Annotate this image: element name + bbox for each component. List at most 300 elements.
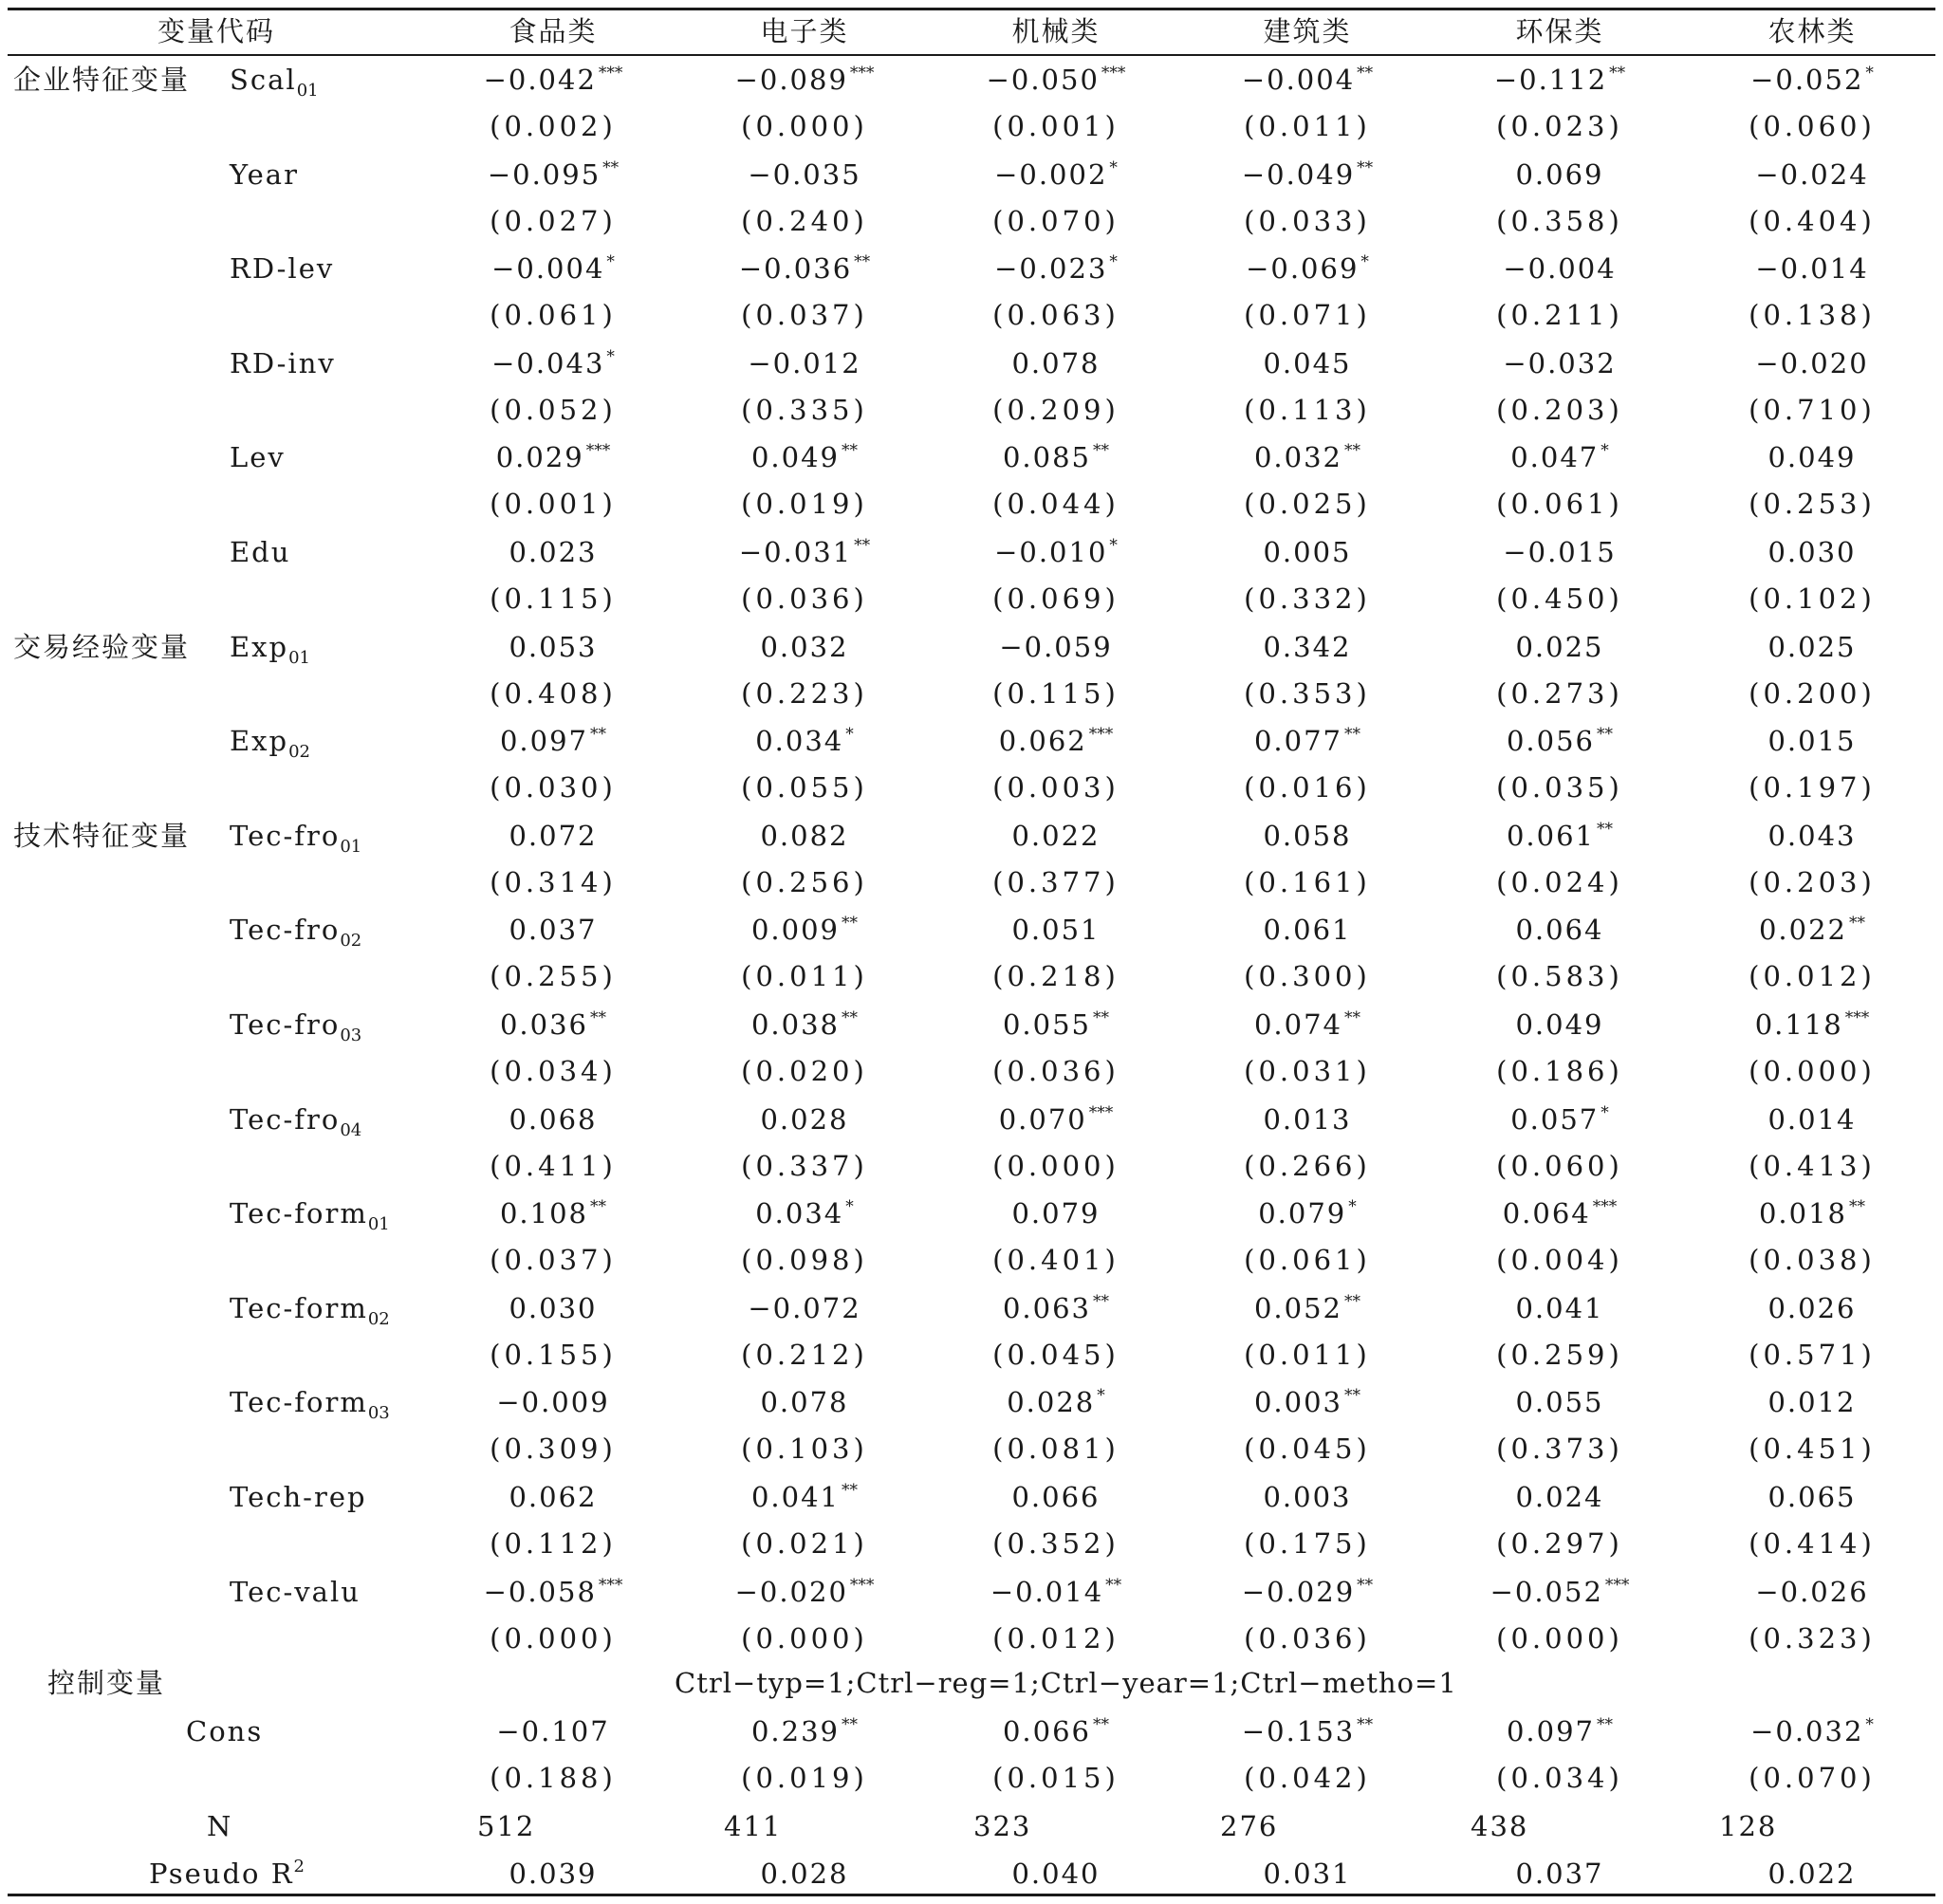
- rows.13-coef-cell: [1254, 1292, 1360, 1324]
- coef-value: 0.023: [509, 536, 598, 568]
- rows.2-se-cell: (0.063): [992, 299, 1120, 332]
- coef-value: 0.061: [1263, 914, 1352, 947]
- rows.13-se-cell: (0.155): [490, 1338, 617, 1371]
- coef-value: −0.052: [1750, 64, 1864, 96]
- coef-value: 0.018: [1758, 1197, 1848, 1230]
- rows.3-coef-cell: [491, 347, 615, 379]
- rows.16-coef-cell: [1755, 1576, 1868, 1608]
- rows.11-coef-cell: [509, 1103, 597, 1136]
- rows.6-coef-cell: [1263, 631, 1351, 663]
- significance-stars: *: [1097, 1386, 1105, 1406]
- significance-stars: *: [1601, 441, 1609, 461]
- rows.10-coef-cell: [500, 1008, 606, 1041]
- cons-se-cell: (0.042): [1244, 1762, 1371, 1794]
- coef-value: 0.057: [1510, 1102, 1600, 1136]
- cons-coef-cell: [1750, 1715, 1874, 1747]
- rows.4-coef-cell: [751, 441, 858, 473]
- rows.2-coef-cell: [1246, 252, 1369, 285]
- rows.9-coef-cell: [1515, 914, 1603, 946]
- rows.9-se-cell: (0.583): [1496, 960, 1623, 993]
- rows.9-coef-cell: [1011, 914, 1100, 946]
- variable-name-base: Lev: [230, 441, 286, 474]
- header-construction: 建筑类: [1263, 15, 1352, 47]
- variable-subscript: 02: [288, 742, 310, 763]
- rows.1-se-cell: (0.070): [992, 204, 1120, 237]
- rows.14-se-cell: (0.081): [992, 1433, 1120, 1466]
- rows.8-coef-cell: [1507, 820, 1613, 852]
- coef-value: −0.095: [487, 157, 601, 191]
- rows.3-coef-cell: [1011, 347, 1100, 379]
- variable-name-base: Tec-valu: [230, 1575, 361, 1608]
- significance-stars: **: [842, 914, 859, 934]
- coef-value: −0.058: [483, 1575, 597, 1608]
- rows.15-coef-cell: [751, 1481, 858, 1513]
- coef-value: −0.026: [1755, 1575, 1869, 1608]
- coef-value: 0.043: [1767, 819, 1857, 852]
- rows.1-se-cell: (0.358): [1496, 204, 1623, 237]
- rows.16-coef-cell: [1242, 1576, 1373, 1608]
- rows.5-coef-cell: [739, 536, 870, 568]
- cons-label: Cons: [186, 1715, 264, 1747]
- rows.5-se-cell: (0.102): [1749, 582, 1876, 615]
- rows.6-se-cell: (0.408): [490, 676, 617, 710]
- rows.2-coef-cell: [1503, 252, 1616, 285]
- coef-value: 0.025: [1515, 630, 1604, 663]
- coef-value: 0.049: [750, 441, 841, 474]
- n-value: 411: [724, 1810, 783, 1842]
- rows.2-coef-cell: [994, 252, 1118, 285]
- significance-stars: *: [1360, 252, 1369, 272]
- significance-stars: *: [1109, 536, 1118, 555]
- rows.6-se-cell: (0.223): [741, 676, 868, 710]
- rows.10-coef-cell: [1755, 1008, 1870, 1041]
- variable-name: [230, 441, 286, 473]
- coef-value: 0.072: [509, 819, 598, 852]
- significance-stars: *: [845, 725, 854, 745]
- variable-name-base: Tec-form: [230, 1291, 368, 1324]
- rows.12-coef-cell: [1759, 1197, 1865, 1229]
- coef-value: 0.070: [998, 1102, 1087, 1136]
- rows.7-coef-cell: [500, 725, 606, 757]
- cons-se-cell: (0.070): [1749, 1762, 1876, 1794]
- cons-coef-cell: [1242, 1715, 1373, 1747]
- coef-value: −0.052: [1490, 1575, 1603, 1608]
- rows.6-coef-cell: [1767, 631, 1856, 663]
- coef-value: 0.082: [760, 819, 849, 852]
- significance-stars: **: [1344, 1386, 1361, 1406]
- rows.8-coef-cell: [1767, 820, 1856, 852]
- variable-name-base: Tec-fro: [230, 819, 341, 852]
- rows.16-se-cell: (0.000): [741, 1621, 868, 1654]
- variable-name: [230, 347, 336, 379]
- variable-name: [230, 914, 362, 952]
- coef-value: 0.066: [1011, 1481, 1101, 1513]
- rows.14-coef-cell: [1767, 1386, 1856, 1418]
- rows.4-se-cell: (0.019): [741, 488, 868, 521]
- rows.7-se-cell: (0.035): [1496, 771, 1623, 804]
- coef-value: 0.036: [499, 1008, 589, 1041]
- rows.16-se-cell: (0.000): [490, 1621, 617, 1654]
- rows.1-se-cell: (0.240): [741, 204, 868, 237]
- coef-value: 0.032: [1253, 441, 1343, 474]
- rows.14-coef-cell: [1515, 1386, 1603, 1418]
- coef-value: 0.051: [1011, 914, 1101, 947]
- rows.6-coef-cell: [509, 631, 597, 663]
- header-electronics: 电子类: [760, 15, 849, 47]
- coef-value: 0.028: [1007, 1386, 1096, 1419]
- rows.12-coef-cell: [500, 1197, 606, 1229]
- significance-stars: **: [1357, 157, 1374, 177]
- variable-name: [230, 1008, 362, 1045]
- rows.9-se-cell: (0.011): [741, 960, 868, 993]
- rows.2-coef-cell: [739, 252, 870, 285]
- rows.12-coef-cell: [1011, 1197, 1100, 1229]
- rows.12-se-cell: (0.061): [1244, 1244, 1371, 1277]
- rows.14-coef-cell: [760, 1386, 848, 1418]
- coef-value: 0.064: [1502, 1197, 1591, 1230]
- coef-value: 0.012: [1767, 1386, 1857, 1419]
- pseudo-r2-value: 0.037: [1515, 1858, 1604, 1890]
- rows.4-se-cell: (0.001): [490, 488, 617, 521]
- rows.5-coef-cell: [509, 536, 597, 568]
- coef-value: 0.069: [1515, 157, 1604, 191]
- coef-value: −0.042: [483, 64, 597, 96]
- rows.10-coef-cell: [1254, 1008, 1360, 1041]
- rows.14-se-cell: (0.451): [1749, 1433, 1876, 1466]
- rows.6-se-cell: (0.353): [1244, 676, 1371, 710]
- rows.4-coef-cell: [1254, 441, 1360, 473]
- rows.14-se-cell: (0.045): [1244, 1433, 1371, 1466]
- rows.2-se-cell: (0.037): [741, 299, 868, 332]
- significance-stars: **: [1849, 914, 1866, 934]
- variable-subscript: 01: [367, 1214, 390, 1235]
- significance-stars: **: [1357, 1715, 1374, 1734]
- coef-value: 0.026: [1767, 1291, 1857, 1324]
- coef-value: 0.066: [1002, 1715, 1092, 1747]
- variable-subscript: 03: [367, 1403, 390, 1424]
- coef-value: −0.050: [986, 64, 1100, 96]
- rows.7-se-cell: (0.003): [992, 771, 1120, 804]
- rows.14-se-cell: (0.373): [1496, 1433, 1623, 1466]
- header-food: 食品类: [509, 15, 598, 47]
- rows.5-coef-cell: [994, 536, 1118, 568]
- rows.9-se-cell: (0.012): [1749, 960, 1876, 993]
- variable-name: [230, 819, 362, 857]
- coef-value: −0.032: [1750, 1715, 1864, 1747]
- rows.3-se-cell: (0.209): [992, 393, 1120, 426]
- variable-subscript: 01: [288, 647, 310, 668]
- rows.11-coef-cell: [1263, 1103, 1351, 1136]
- rows.2-se-cell: (0.071): [1244, 299, 1371, 332]
- pseudo-r2-value: 0.028: [760, 1858, 849, 1890]
- rows.0-se-cell: (0.002): [490, 110, 617, 142]
- rows.13-coef-cell: [1003, 1292, 1109, 1324]
- coef-value: 0.239: [750, 1715, 841, 1747]
- variable-name: [230, 1481, 367, 1513]
- rows.15-se-cell: (0.352): [992, 1527, 1120, 1560]
- rows.1-coef-cell: [1755, 158, 1868, 191]
- coef-value: 0.058: [1263, 819, 1352, 852]
- rows.11-coef-cell: [760, 1103, 848, 1136]
- pseudo-r2-label: [149, 1858, 305, 1890]
- rows.15-coef-cell: [1515, 1481, 1603, 1513]
- variable-subscript: 03: [340, 1026, 362, 1045]
- rows.14-coef-cell: [1254, 1386, 1360, 1418]
- significance-stars: ***: [1592, 1197, 1618, 1217]
- coef-value: −0.043: [491, 346, 605, 379]
- coef-value: 0.097: [499, 725, 589, 758]
- coef-value: −0.014: [1755, 252, 1869, 286]
- significance-stars: *: [1348, 1197, 1357, 1217]
- rows.16-coef-cell: [990, 1576, 1121, 1608]
- rows.9-coef-cell: [509, 914, 597, 946]
- rows.5-coef-cell: [1263, 536, 1351, 568]
- rows.7-coef-cell: [1254, 725, 1360, 757]
- coef-value: 0.047: [1510, 441, 1600, 474]
- rows.8-se-cell: (0.024): [1496, 865, 1623, 898]
- significance-stars: **: [1357, 1575, 1374, 1595]
- rows.9-se-cell: (0.300): [1244, 960, 1371, 993]
- cons-se-cell: (0.019): [741, 1762, 868, 1794]
- rows.10-se-cell: (0.020): [741, 1055, 868, 1087]
- coef-value: −0.069: [1246, 252, 1360, 286]
- rows.11-se-cell: (0.000): [992, 1149, 1120, 1182]
- significance-stars: ***: [598, 64, 623, 83]
- rows.9-coef-cell: [1263, 914, 1351, 946]
- rows.7-coef-cell: [1767, 725, 1856, 757]
- rows.3-coef-cell: [1503, 347, 1616, 379]
- rows.12-se-cell: (0.004): [1496, 1244, 1623, 1277]
- significance-stars: **: [590, 1197, 607, 1217]
- rows.5-se-cell: (0.450): [1496, 582, 1623, 615]
- coef-value: −0.035: [748, 157, 861, 191]
- coef-value: −0.015: [1503, 536, 1617, 568]
- rows.15-se-cell: (0.021): [741, 1527, 868, 1560]
- rows.13-se-cell: (0.259): [1496, 1338, 1623, 1371]
- rows.10-coef-cell: [1003, 1008, 1109, 1041]
- significance-stars: ***: [849, 1575, 875, 1595]
- rows.12-se-cell: (0.098): [741, 1244, 868, 1277]
- coef-value: 0.022: [1011, 819, 1101, 852]
- significance-stars: **: [842, 1481, 859, 1500]
- variable-subscript: 02: [367, 1308, 390, 1329]
- rows.9-coef-cell: [1759, 914, 1865, 946]
- coef-value: 0.038: [750, 1008, 841, 1041]
- coef-value: 0.049: [1515, 1008, 1604, 1041]
- coef-value: 0.055: [1515, 1386, 1604, 1419]
- variable-subscript: 04: [340, 1119, 362, 1140]
- rows.1-se-cell: (0.027): [490, 204, 617, 237]
- rows.7-coef-cell: [1507, 725, 1613, 757]
- rows.13-se-cell: (0.212): [741, 1338, 868, 1371]
- variable-name-base: Year: [230, 157, 299, 191]
- coef-value: −0.002: [994, 157, 1108, 191]
- coef-value: −0.049: [1241, 157, 1356, 191]
- coef-value: −0.112: [1493, 64, 1608, 96]
- coef-value: 0.014: [1767, 1102, 1857, 1136]
- rows.0-coef-cell: [484, 64, 623, 96]
- significance-stars: **: [1597, 725, 1614, 745]
- rows.5-se-cell: (0.069): [992, 582, 1120, 615]
- significance-stars: *: [1601, 1102, 1609, 1122]
- coef-value: 0.118: [1754, 1008, 1843, 1041]
- significance-stars: ***: [849, 64, 875, 83]
- rows.15-coef-cell: [1263, 1481, 1351, 1513]
- rows.3-coef-cell: [748, 347, 860, 379]
- rows.6-coef-cell: [760, 631, 848, 663]
- significance-stars: *: [845, 1197, 854, 1217]
- coef-value: 0.068: [509, 1102, 598, 1136]
- significance-stars: *: [1865, 1715, 1874, 1734]
- significance-stars: ***: [1088, 1102, 1114, 1122]
- rows.11-coef-cell: [1767, 1103, 1856, 1136]
- coef-value: −0.004: [491, 252, 605, 286]
- rows.10-coef-cell: [751, 1008, 858, 1041]
- significance-stars: **: [842, 1715, 859, 1734]
- rows.2-se-cell: (0.138): [1749, 299, 1876, 332]
- significance-stars: **: [1357, 64, 1374, 83]
- rows.4-coef-cell: [1510, 441, 1609, 473]
- rows.13-coef-cell: [1515, 1292, 1603, 1324]
- variable-name: [230, 1291, 390, 1329]
- variable-subscript: 01: [296, 81, 319, 101]
- coef-value: 0.056: [1506, 725, 1596, 758]
- variable-name-base: Edu: [230, 536, 291, 568]
- coef-value: 0.041: [1515, 1291, 1604, 1324]
- variable-name: [230, 1197, 390, 1235]
- coef-value: 0.034: [755, 725, 844, 758]
- variable-name-base: Tec-fro: [230, 1102, 341, 1136]
- variable-name: [230, 1386, 390, 1424]
- rows.0-se-cell: (0.023): [1496, 110, 1623, 142]
- variable-name: [230, 630, 310, 668]
- cons-coef-cell: [496, 1715, 609, 1747]
- rows.11-se-cell: (0.413): [1749, 1149, 1876, 1182]
- pseudo-r2-label-text: Pseudo R: [149, 1858, 294, 1890]
- significance-stars: *: [606, 346, 615, 366]
- coef-value: 0.015: [1767, 725, 1857, 758]
- significance-stars: **: [590, 1008, 607, 1027]
- significance-stars: **: [1105, 1575, 1122, 1595]
- significance-stars: **: [602, 157, 620, 177]
- rows.2-se-cell: (0.061): [490, 299, 617, 332]
- variable-name-base: RD-lev: [230, 252, 335, 286]
- rows.3-se-cell: (0.335): [741, 393, 868, 426]
- coef-value: 0.034: [755, 1197, 844, 1230]
- rows.9-coef-cell: [751, 914, 858, 946]
- coef-value: −0.020: [734, 1575, 848, 1608]
- pseudo-r2-superscript: 2: [293, 1857, 305, 1876]
- variable-name-base: Tec-fro: [230, 914, 341, 947]
- coef-value: 0.078: [760, 1386, 849, 1419]
- rows.1-coef-cell: [1515, 158, 1603, 191]
- rows.4-se-cell: (0.061): [1496, 488, 1623, 521]
- rows.13-se-cell: (0.571): [1749, 1338, 1876, 1371]
- coef-value: 0.003: [1253, 1386, 1343, 1419]
- rows.3-se-cell: (0.052): [490, 393, 617, 426]
- variable-name-base: Exp: [230, 630, 289, 663]
- group-label: 企业特征变量: [13, 64, 191, 96]
- significance-stars: **: [1344, 1008, 1361, 1027]
- n-value: 323: [973, 1810, 1032, 1842]
- rows.16-se-cell: (0.000): [1496, 1621, 1623, 1654]
- rows.13-coef-cell: [1767, 1292, 1856, 1324]
- coef-value: −0.004: [1503, 252, 1617, 286]
- header-agri-forestry: 农林类: [1767, 15, 1857, 47]
- coef-value: 0.013: [1263, 1102, 1352, 1136]
- rows.1-coef-cell: [994, 158, 1118, 191]
- rows.12-se-cell: (0.038): [1749, 1244, 1876, 1277]
- significance-stars: ***: [598, 1575, 623, 1595]
- rows.5-se-cell: (0.036): [741, 582, 868, 615]
- rows.3-se-cell: (0.710): [1749, 393, 1876, 426]
- significance-stars: **: [590, 725, 607, 745]
- coef-value: 0.029: [495, 441, 584, 474]
- coef-value: −0.032: [1503, 346, 1617, 379]
- rows.16-coef-cell: [1490, 1576, 1630, 1608]
- significance-stars: **: [1344, 1291, 1361, 1311]
- coef-value: 0.085: [1002, 441, 1092, 474]
- rows.14-coef-cell: [496, 1386, 609, 1418]
- cons-se-cell: (0.034): [1496, 1762, 1623, 1794]
- rows.1-se-cell: (0.404): [1749, 204, 1876, 237]
- rows.14-se-cell: (0.103): [741, 1433, 868, 1466]
- coef-value: 0.077: [1253, 725, 1343, 758]
- pseudo-r2-value: 0.022: [1767, 1858, 1857, 1890]
- rows.10-se-cell: (0.000): [1749, 1055, 1876, 1087]
- cons-coef-cell: [1507, 1715, 1613, 1747]
- rows.4-coef-cell: [496, 441, 611, 473]
- significance-stars: **: [842, 1008, 859, 1027]
- coef-value: 0.055: [1002, 1008, 1092, 1041]
- rows.8-se-cell: (0.377): [992, 865, 1120, 898]
- header-environmental: 环保类: [1515, 15, 1604, 47]
- significance-stars: **: [854, 536, 871, 555]
- rows.8-se-cell: (0.256): [741, 865, 868, 898]
- rows.2-coef-cell: [491, 252, 615, 285]
- rows.1-coef-cell: [488, 158, 619, 191]
- coef-value: −0.024: [1755, 157, 1869, 191]
- coef-value: 0.041: [750, 1481, 841, 1513]
- rows.15-se-cell: (0.112): [490, 1527, 617, 1560]
- coef-value: 0.037: [509, 914, 598, 947]
- control-label: 控制变量: [47, 1667, 166, 1699]
- rows.13-coef-cell: [509, 1292, 597, 1324]
- rows.15-coef-cell: [509, 1481, 597, 1513]
- significance-stars: **: [1597, 819, 1614, 839]
- pseudo-r2-value: 0.040: [1011, 1858, 1101, 1890]
- top-rule: [8, 8, 1935, 10]
- coef-value: 0.065: [1767, 1481, 1857, 1513]
- coef-value: 0.025: [1767, 630, 1857, 663]
- significance-stars: *: [1865, 64, 1874, 83]
- rows.4-se-cell: (0.044): [992, 488, 1120, 521]
- coef-value: 0.342: [1263, 630, 1352, 663]
- significance-stars: *: [606, 252, 615, 272]
- rows.15-coef-cell: [1767, 1481, 1856, 1513]
- rows.0-se-cell: (0.011): [1244, 110, 1371, 142]
- rows.4-se-cell: (0.025): [1244, 488, 1371, 521]
- rows.13-coef-cell: [748, 1292, 860, 1324]
- coef-value: 0.003: [1263, 1481, 1352, 1513]
- significance-stars: **: [1609, 64, 1626, 83]
- variable-name-base: RD-inv: [230, 346, 336, 379]
- rows.16-se-cell: (0.012): [992, 1621, 1120, 1654]
- rows.5-coef-cell: [1767, 536, 1856, 568]
- rows.15-se-cell: (0.414): [1749, 1527, 1876, 1560]
- header-rule: [8, 54, 1935, 56]
- rows.11-se-cell: (0.266): [1244, 1149, 1371, 1182]
